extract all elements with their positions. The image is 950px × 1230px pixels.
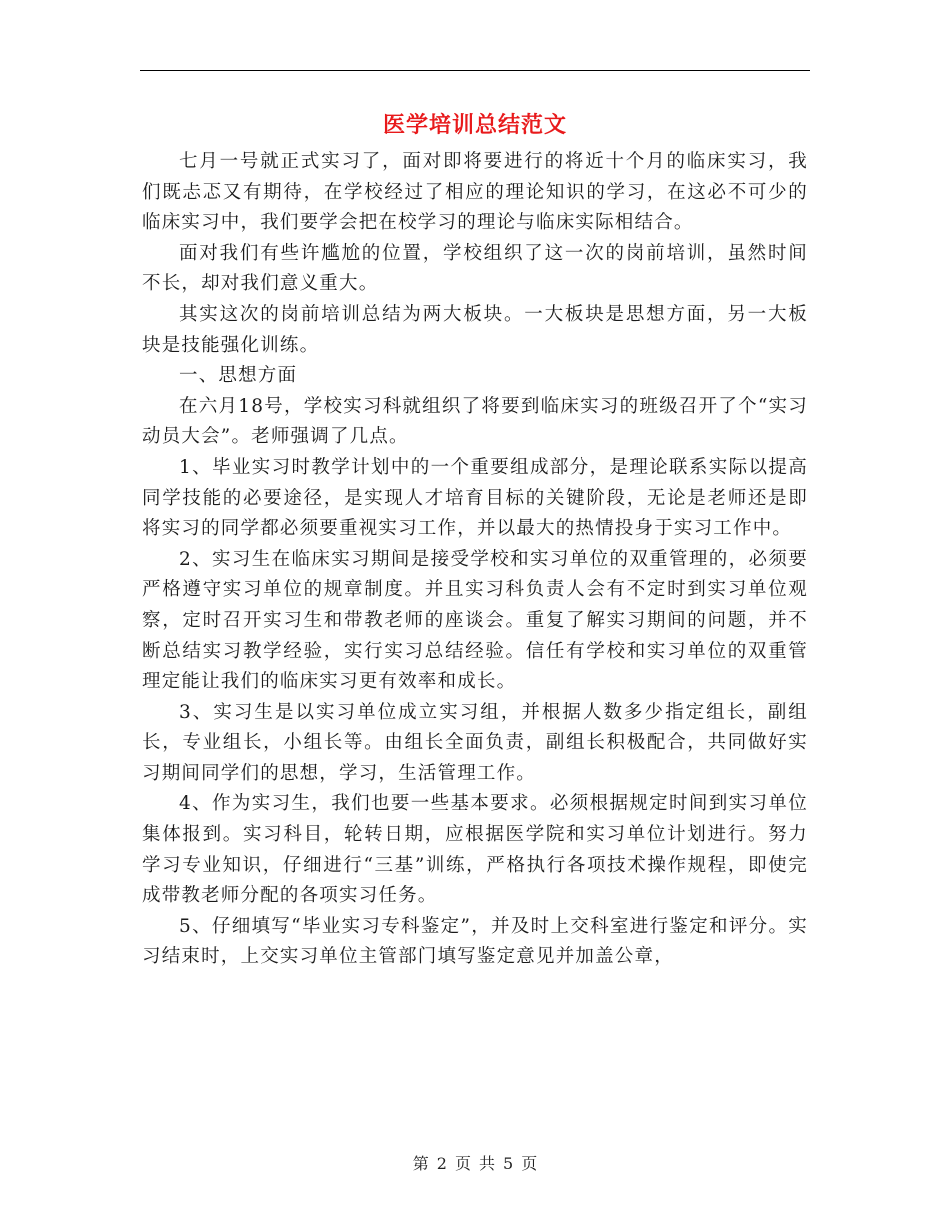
- list-item-3: 3、实习生是以实习单位成立实习组，并根据人数多少指定组长，副组长，专业组长，小组长等。由组长全面负责，副组长积极配合，共同做好实习期间同学们的思想，学习，生活管理工作。: [142, 701, 808, 784]
- footer-total-suffix: 页: [521, 1154, 538, 1173]
- paragraph-meeting: 在六月18号，学校实习科就组织了将要到临床实习的班级召开了个“实习动员大会”。老师强调了几点。: [142, 395, 808, 448]
- header-rule: [140, 70, 810, 71]
- page-footer: [0, 1152, 950, 1176]
- list-item-2: 2、实习生在临床实习期间是接受学校和实习单位的双重管理的，必须要严格遵守实习单位的规章制度。并且实习科负责人会有不定时到实习单位观察，定时召开实习生和带教老师的座谈会。重复了解实习期间的问题，并不断总结实习教学经验，实行实习总结经验。信任有学校和实习单位的双重管理定能让我们的临床实习更有效率和成长。: [142, 548, 808, 693]
- footer-current-page: 2: [436, 1154, 447, 1173]
- list-item-1: 1、毕业实习时教学计划中的一个重要组成部分，是理论联系实际以提高同学技能的必要途径，是实现人才培育目标的关键阶段，无论是老师还是即将实习的同学都必须要重视实习工作，并以最大的热情投身于实习工作中。: [142, 456, 808, 540]
- paragraph-situation: 面对我们有些许尴尬的位置，学校组织了这一次的岗前培训，虽然时间不长，却对我们意义重大。: [142, 242, 808, 295]
- list-item-5: 5、仔细填写“毕业实习专科鉴定”，并及时上交科室进行鉴定和评分。实习结束时，上交实习单位主管部门填写鉴定意见并加盖公章，: [142, 915, 808, 968]
- document-title: 医学培训总结范文: [382, 112, 567, 138]
- section-heading-thought: 一、思想方面: [179, 365, 298, 387]
- list-item-4: 4、作为实习生，我们也要一些基本要求。必须根据规定时间到实习单位集体报到。实习科目，轮转日期，应根据医学院和实习单位计划进行。努力学习专业知识，仔细进行“三基”训练，严格执行各项技术操作规程，即使完成带教老师分配的各项实习任务。: [142, 793, 808, 907]
- paragraph-overview: 其实这次的岗前培训总结为两大板块。一大板块是思想方面，另一大板块是技能强化训练。: [142, 303, 808, 356]
- footer-total-pages: 5: [503, 1154, 514, 1173]
- footer-page-word: 页: [454, 1154, 471, 1173]
- footer-total-prefix: 共: [479, 1154, 496, 1173]
- footer-prefix: 第: [412, 1154, 429, 1173]
- paragraph-intro: 七月一号就正式实习了，面对即将要进行的将近十个月的临床实习，我们既忐忑又有期待，在学校经过了相应的理论知识的学习，在这必不可少的临床实习中，我们要学会把在校学习的理论与临床实际相结合。: [142, 151, 808, 234]
- document-body: [142, 147, 808, 973]
